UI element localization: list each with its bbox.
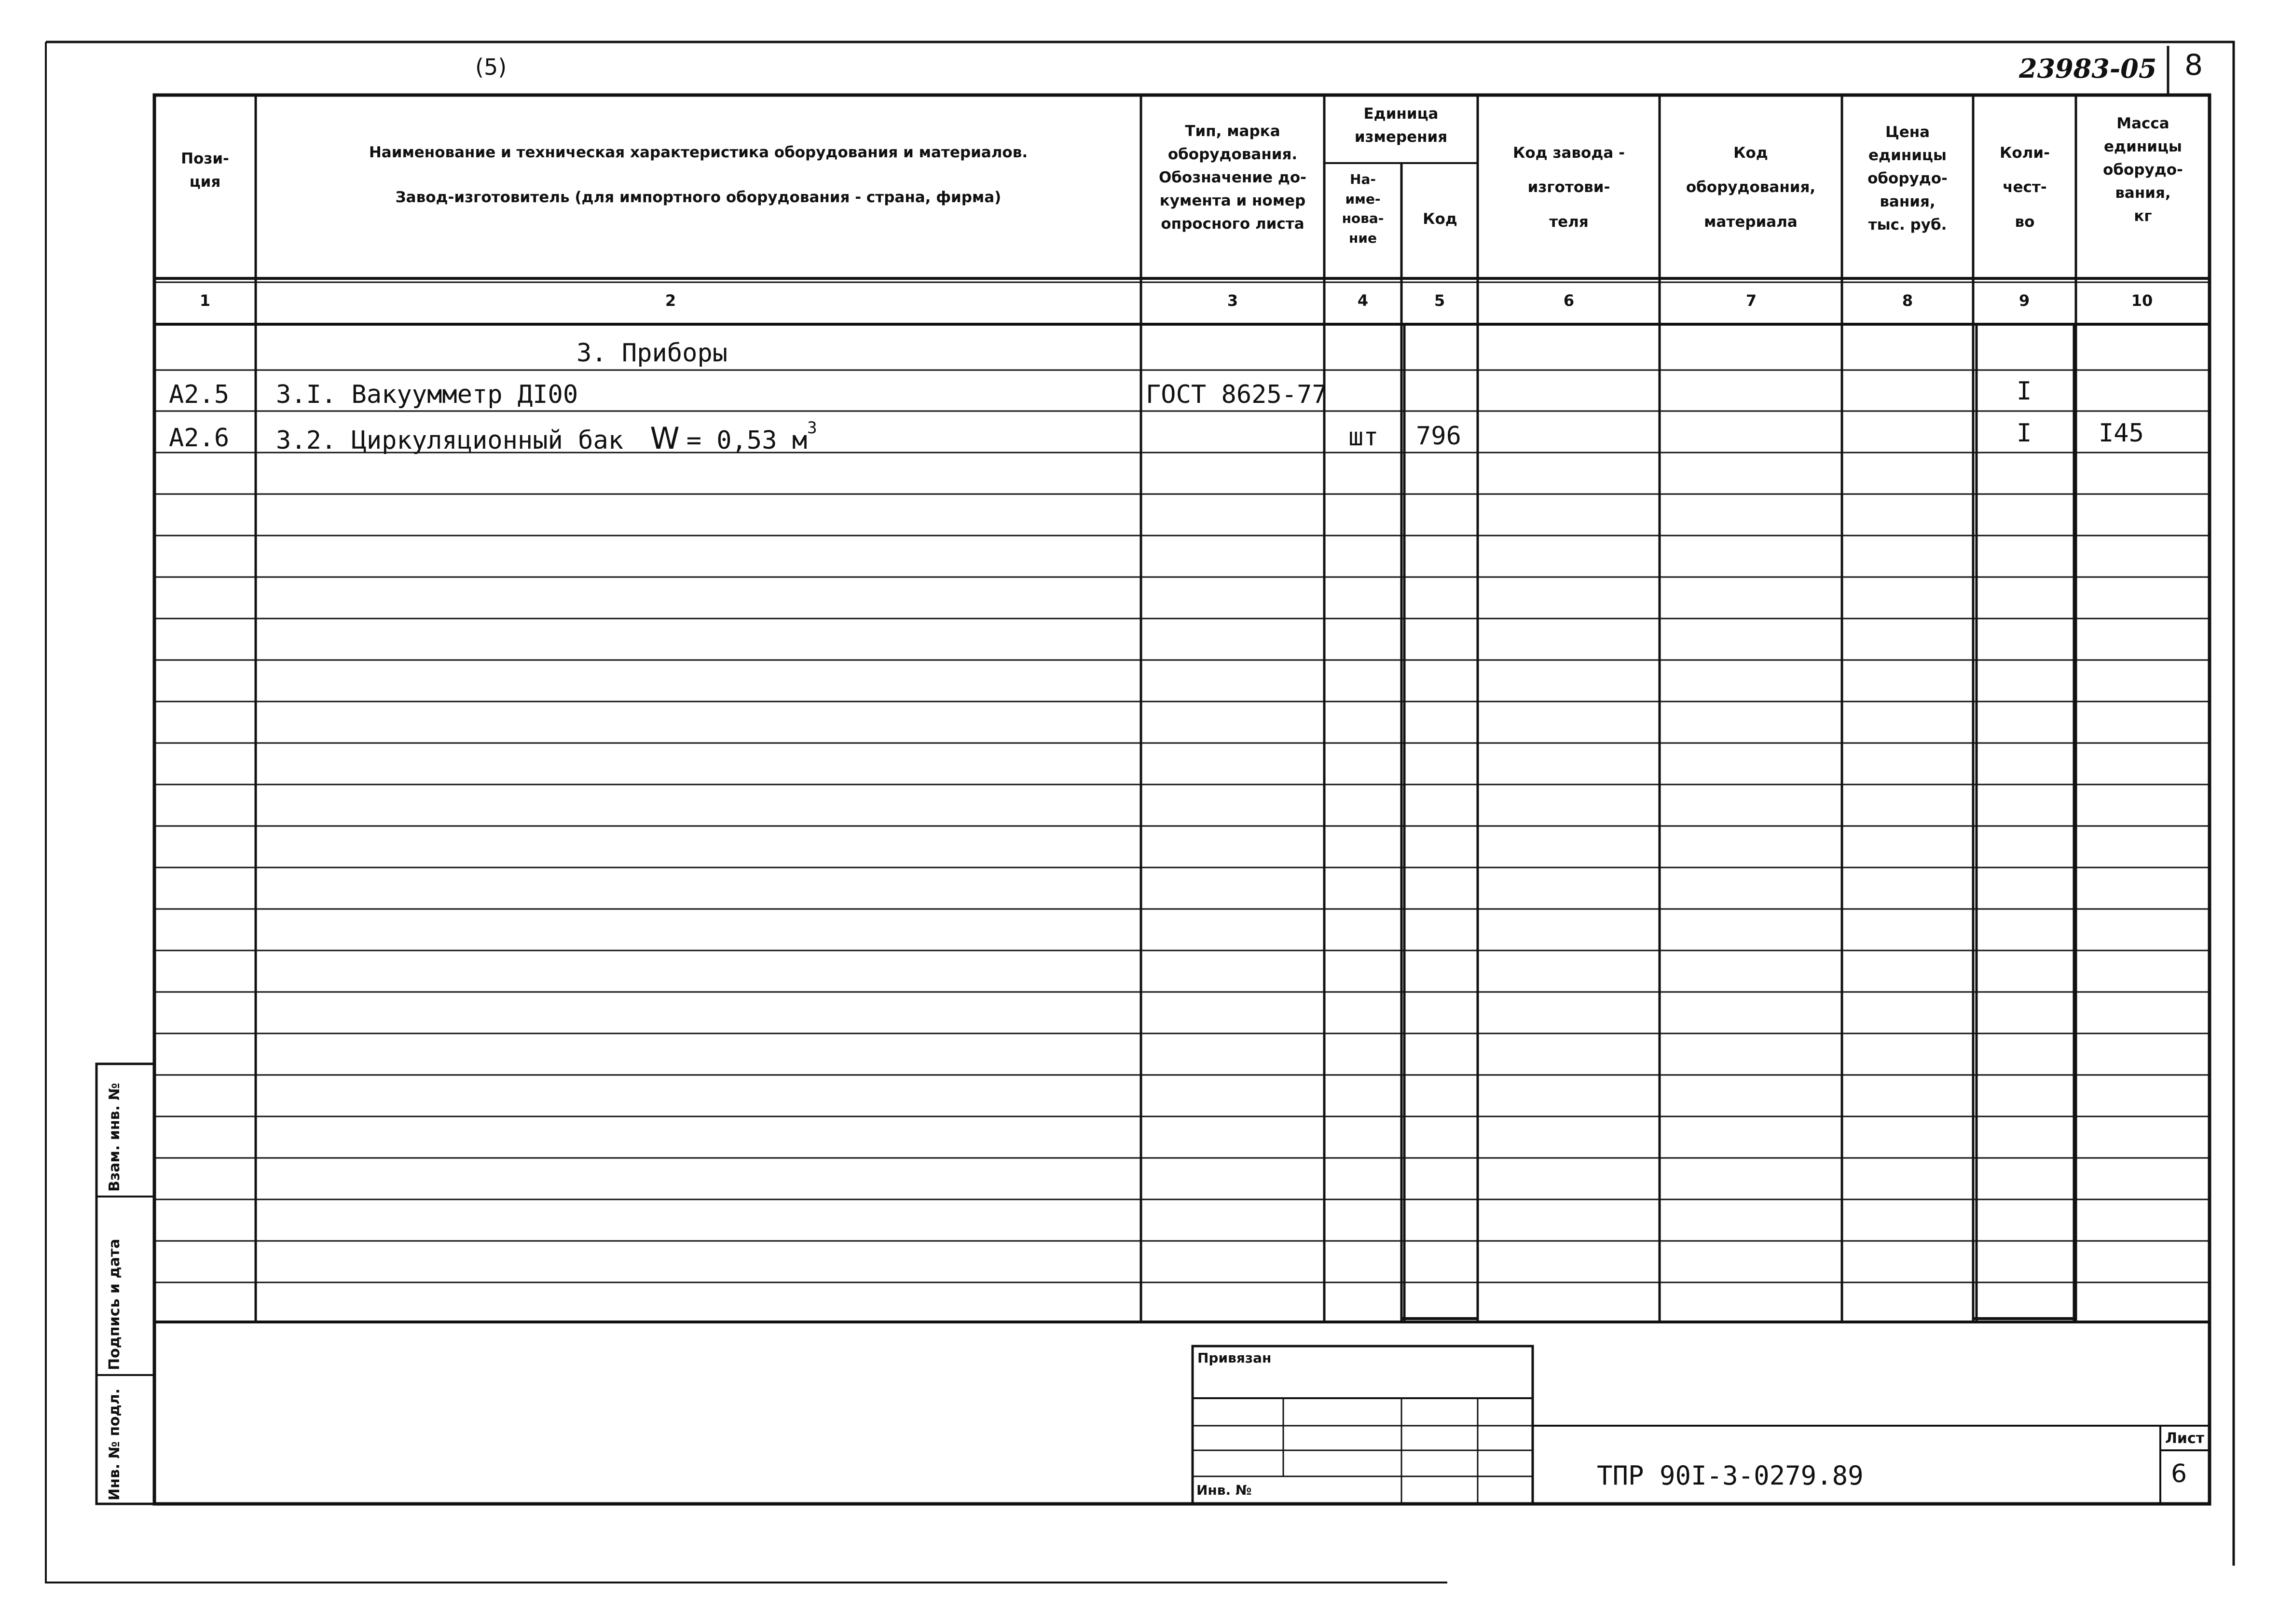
- column-number: 9: [2018, 291, 2030, 310]
- sheet-top-label: (5): [475, 54, 507, 80]
- column-number: 3: [1227, 291, 1238, 310]
- row-unit-name: шт: [1348, 423, 1379, 452]
- header-factory-code: Код завода - изготови- теля: [1513, 144, 1625, 231]
- header-quantity: Коли- чест- во: [2000, 144, 2050, 231]
- title-block-bound-label: Привязан: [1197, 1350, 1272, 1366]
- header-type: Тип, марка оборудования. Обозначение до- кумента и номер опросного листа: [1158, 123, 1307, 233]
- row-name-value: = 0,53 м: [686, 426, 808, 455]
- row-quantity: I: [2017, 377, 2032, 406]
- sheet-number: 6: [2171, 1459, 2187, 1488]
- header-name-line2: Завод-изготовитель (для импортного оборудования - страна, фирма): [395, 189, 1002, 206]
- header-unit-group: Единица измерения: [1354, 105, 1448, 146]
- row-name: 3.I. Вакуумметр ДI00: [276, 380, 578, 409]
- row-position: А2.6: [169, 424, 230, 453]
- header-unit-price: Цена единицы оборудо- вания, тыс. руб.: [1867, 124, 1948, 234]
- header-unit-mass: Масса единицы оборудо- вания, кг: [2103, 115, 2183, 225]
- header-name-line1: Наименование и техническая характеристика оборудования и материалов.: [369, 144, 1028, 161]
- row-quantity: I: [2017, 419, 2032, 448]
- column-number: 7: [1745, 291, 1757, 310]
- column-number: 10: [2131, 291, 2153, 310]
- column-number: 8: [1902, 291, 1913, 310]
- row-mass: I45: [2099, 419, 2144, 448]
- header-unit-name: На- име- нова- ние: [1342, 171, 1384, 246]
- document-designation: ТПР 90I-3-0279.89: [1597, 1460, 1864, 1491]
- side-stamp-signature-date: Подпись и дата: [106, 1239, 123, 1370]
- row-type: ГОСТ 8625-77: [1146, 380, 1327, 409]
- section-title: 3. Приборы: [577, 339, 728, 368]
- row-position: А2.5: [169, 380, 230, 409]
- column-number: 5: [1434, 291, 1445, 310]
- column-number: 2: [665, 291, 676, 310]
- row-name-superscript: 3: [807, 418, 817, 438]
- column-number: 1: [199, 291, 211, 310]
- document-code-handwritten: 23983-05: [2019, 53, 2157, 84]
- row-unit-code: 796: [1416, 422, 1461, 451]
- side-stamp-inventory-original: Инв. № подл.: [106, 1388, 123, 1500]
- row-name-prefix: 3.2. Циркуляционный бак: [276, 426, 624, 455]
- column-number: 6: [1563, 291, 1575, 310]
- side-stamp-replacement-inventory: Взам. инв. №: [106, 1083, 123, 1192]
- header-equipment-code: Код оборудования, материала: [1686, 144, 1816, 231]
- column-number: 4: [1357, 291, 1369, 310]
- row-name-variable: W: [650, 421, 680, 456]
- corner-number: 8: [2184, 48, 2203, 82]
- row-name: [276, 418, 817, 456]
- header-position: Пози- ция: [181, 150, 229, 191]
- sheet-label: Лист: [2165, 1430, 2205, 1447]
- header-unit-code: Код: [1423, 210, 1457, 228]
- title-block-inventory-label: Инв. №: [1196, 1482, 1252, 1498]
